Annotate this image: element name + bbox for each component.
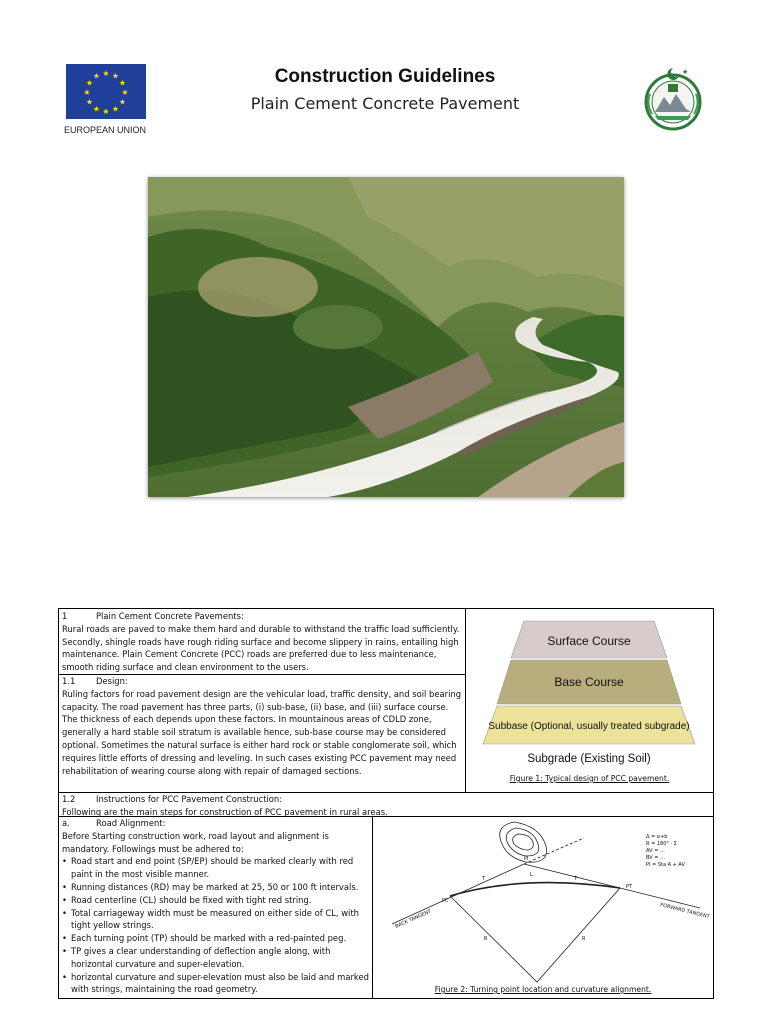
layer-label-base: Base Course [554,675,624,689]
list-item: • Road centerline (CL) should be fixed with tight red string. [62,894,370,907]
section-title: Road Alignment: [96,818,166,828]
formula-line: BV = … [646,855,666,861]
pavement-layers-diagram [467,611,712,771]
figure-1-caption: Figure 1: Typical design of PCC pavement. [509,774,670,783]
figure-2-caption: Figure 2: Turning point location and curvature alignment. [434,985,652,994]
section-a-intro: Before Starting construction work, road layout and alignment is mandatory. Followings must be adhered to: [62,830,329,854]
page-subtitle: Plain Cement Concrete Pavement [250,94,520,113]
government-seal-logo [640,64,706,132]
list-item: • Running distances (RD) may be marked at 25, 50 or 100 ft intervals. [62,881,370,894]
svg-text:★: ★ [111,71,120,81]
section-a-heading [62,817,370,830]
svg-text:★: ★ [102,107,110,116]
formula-line: PI = Sta A + AV [646,862,685,868]
guidelines-table [58,608,714,999]
figure-2 [374,818,712,998]
list-item: • horizontal curvature and super-elevation must also be laid and marked with strings, maintaining the road geometry. [62,971,370,997]
section-1-1-heading [62,675,463,688]
list-item: • TP gives a clear understanding of deflection angle along, with horizontal curvature and super-elevation. [62,945,370,971]
svg-text:★: ★ [83,88,91,97]
label-pc: PC [442,898,449,904]
svg-text:★: ★ [118,78,127,88]
label-back-tangent: BACK TANGENT [394,908,433,930]
formula-line: R = 180° · Σ [646,841,677,847]
label-pt: PT [626,884,633,890]
eu-flag-logo [66,64,146,119]
svg-text:★: ★ [682,68,689,76]
layer-label-subbase: Subbase (Optional, usually treated subgrade) [488,721,690,732]
section-title: Design: [96,675,128,686]
section-number: 1.1 [62,675,76,686]
page-title: Construction Guidelines [274,66,496,87]
label-l: L [530,872,533,878]
label-r-right: R [582,936,586,942]
section-title: Instructions for PCC Pavement Construction: [96,794,283,804]
eu-stars-icon [66,64,146,119]
radius-lines [450,888,620,982]
layer-label-surface: Surface Course [547,634,631,648]
section-1-text [62,610,463,777]
pcc-road-photo-image [148,177,624,497]
list-item: • Road start and end point (SP/EP) should be marked clearly with red paint in the most visible manner. [62,855,370,881]
svg-text:★: ★ [85,97,94,107]
svg-text:★: ★ [85,78,94,88]
section-1-2-body: Following are the main steps for construction of PCC pavement in rural areas. [62,806,388,817]
seal-emblem-icon [640,64,706,132]
label-forward-tangent: FORWARD TANGENT [659,902,711,921]
curvature-alignment-diagram [374,818,712,988]
forward-tangent-line [524,864,700,908]
formula-line: AV = … [646,848,665,854]
layer-label-subgrade: Subgrade (Existing Soil) [527,753,651,765]
eu-label: EUROPEAN UNION [64,125,147,135]
svg-text:★: ★ [92,104,101,114]
section-1-2-text [62,793,710,819]
svg-text:★: ★ [121,88,129,97]
figure-1 [467,611,712,791]
section-number: 1 [62,611,68,621]
svg-text:★: ★ [92,71,101,81]
section-1-body: Rural roads are paved to make them hard and durable to withstand the traffic load sufficiently. Secondly, shingle roads have rough riding surface and become slippery in rains, entailing high maintenance. Plain Cement Concrete (PCC) roads are preferred due to less maintenance, smooth riding surface and clean environment to the users. [62,623,460,673]
section-1-1-body: Ruling factors for road pavement design are the vehicular load, traffic density, and soil bearing capacity. The road pavement has three parts, (i) sub-base, (ii) base, and (iii) surface course. The thickness of each depends upon these factors. In mountainous areas of CDLD zone, generally a hard stable soil stratum is available hence, sub-base course may be considered optional. Sometimes the natural surface is either hard rock or stable conglomerate soil, which requires little efforts of dressing and leveling. In such cases existing PCC pavement may need rehabilitation of wearing course along with repair of damaged sections. [62,688,462,776]
list-item: • Total carriageway width must be measured on either side of CL, with tight yellow strings. [62,907,370,933]
svg-text:★: ★ [111,104,120,114]
horizontal-curve [450,883,620,896]
svg-text:★: ★ [118,97,127,107]
label-t-right: T [574,876,578,882]
section-number: a. [62,818,70,828]
section-1-heading [62,610,463,623]
label-t-left: T [482,876,486,882]
section-number: 1.2 [62,794,76,804]
section-a-text [62,817,370,996]
label-r-left: R [484,936,488,942]
section-1-2-heading [62,793,710,806]
list-item: • Each turning point (TP) should be marked with a red-painted peg. [62,932,370,945]
label-pi: PI [524,856,529,862]
svg-text:★: ★ [102,69,110,78]
road-photo [148,177,624,497]
section-title: Plain Cement Concrete Pavements: [96,611,244,621]
alignment-steps-list [62,855,370,996]
formula-line: Δ = α+b [646,834,668,840]
